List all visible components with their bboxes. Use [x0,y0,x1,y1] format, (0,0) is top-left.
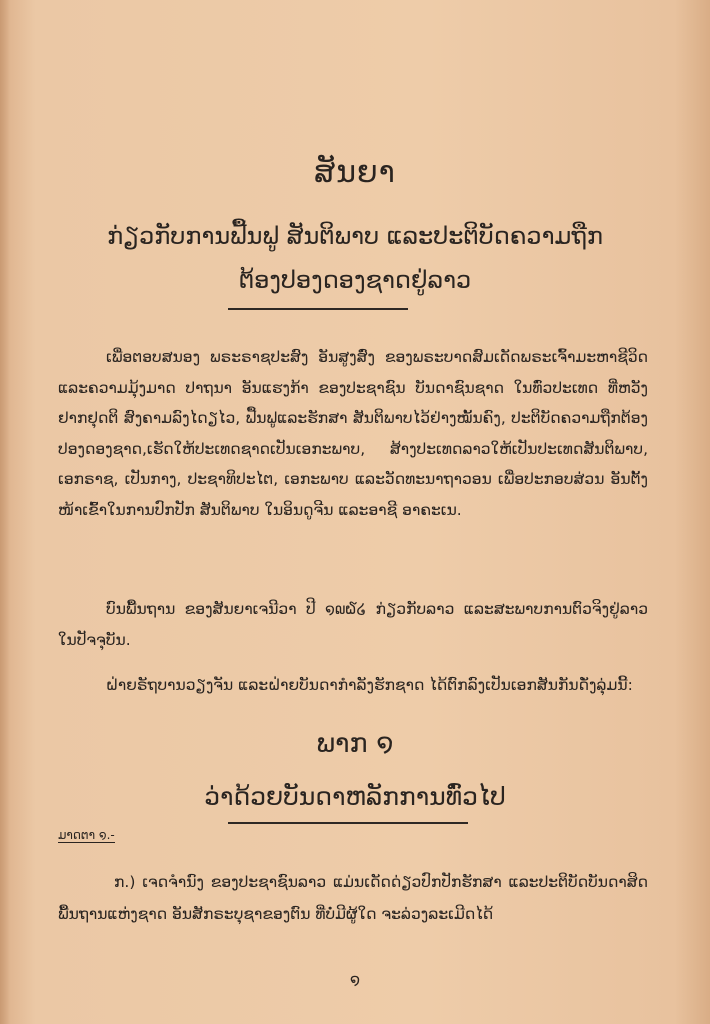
document-title: ສັນຍາ [314,155,396,190]
preamble-paragraph-2: ບົນພື້ນຖານ ຂອງສັນຍາເຈນີວາ ປີ ໑໙໖໒ ກ່ຽວກັບລາວ ແລະສະພາບການຕົວຈິງຢູ່ລາວ ໃນປັຈຈຸບັນ. [58,600,648,649]
section-title: ວ່າດ້ວຍບັນດາຫລັກການທົ່ວໄປ [204,782,506,811]
preamble-paragraph-1: ເພື່ອຕອບສນອງ ພຣະຣາຊປະສົງ ອັນສູງສົ່ງ ຂອງພຣະບາດສົມເດັດພຣະເຈົ້າມະຫາຊີວິດ ແລະຄວາມມຸ້ງມາດ ປາຖນາ ອັນແຮງກ້າ ຂອງປະຊາຊົນ ບັນດາຊົນຊາດ ໃນທົ່ວປະເທດ ທີ່ຫວັງຢາກຢຸດຕິ ສົງຄາມລົງໄດຽໄວ, ຟື້ນຟູແລະຮັກສາ ສັນຕິພາບໄວ້ຢ່າງໝັ້ນຄົງ, ປະຕິບັດຄວາມຖືກຕ້ອງປອງດອງຊາດ,ເຮັດໃຫ້ປະເທດຊາດເປັນເອກະພາບ, ສ້າງປະເທດລາວໃຫ້ເປັນປະເທດສັນຕິພາບ, ເອກຣາຊ, ເປັນກາງ, ປະຊາທິປະໄຕ, ເອກະພາບ ແລະວັດທະນາຖາວອນ ເພື່ອປະກອບສ່ວນ ອັນຕັ້ງໜ້າເຂົ້າໃນການປົກປັກ ສັນຕິພາບ ໃນອິນດູຈີນ ແລະອາຊີ ອາຄະເນ. [58,348,648,519]
article-label: ມາດຕາ ໑.- [58,828,115,842]
page-number: ໑ [349,970,361,989]
article-paragraph: ກ.) ເຈດຈຳນົງ ຂອງປະຊາຊົນລາວ ແມ່ນເດັດດ່ຽວປົກປັກຮັກສາ ແລະປະຕິບັດບັນດາສິດ ພື້ນຖານແຫ່ງຊາດ ອັນສັກຣະບຸຊາຂອງຕົນ ທີ່ບໍ່ມີຜູ້ໃດ ຈະລ່ວງລະເມີດໄດ້ [58,873,648,923]
page-edge-shadow [0,0,10,1024]
document-subtitle-line1: ກ່ຽວກັບການຟື້ນຟູ ສັນຕິພາບ ແລະປະຕິບັດຄວາມຖືກ [107,222,603,250]
preamble-paragraph-3: ຝ່າຍຣັຖບານວຽງຈັນ ແລະຝ່າຍບັນດາກຳລັງຮັກຊາດ ໄດ້ຕົກລົງເປັນເອກສັນກັນດັ່ງລຸ່ມນີ້: [106,676,633,694]
title-underline [228,308,408,310]
document-subtitle-line2: ຕ້ອງປອງດອງຊາດຢູ່ລາວ [238,266,472,294]
section-title-underline [228,822,468,824]
section-heading: ພາກ ໑ [316,728,394,759]
